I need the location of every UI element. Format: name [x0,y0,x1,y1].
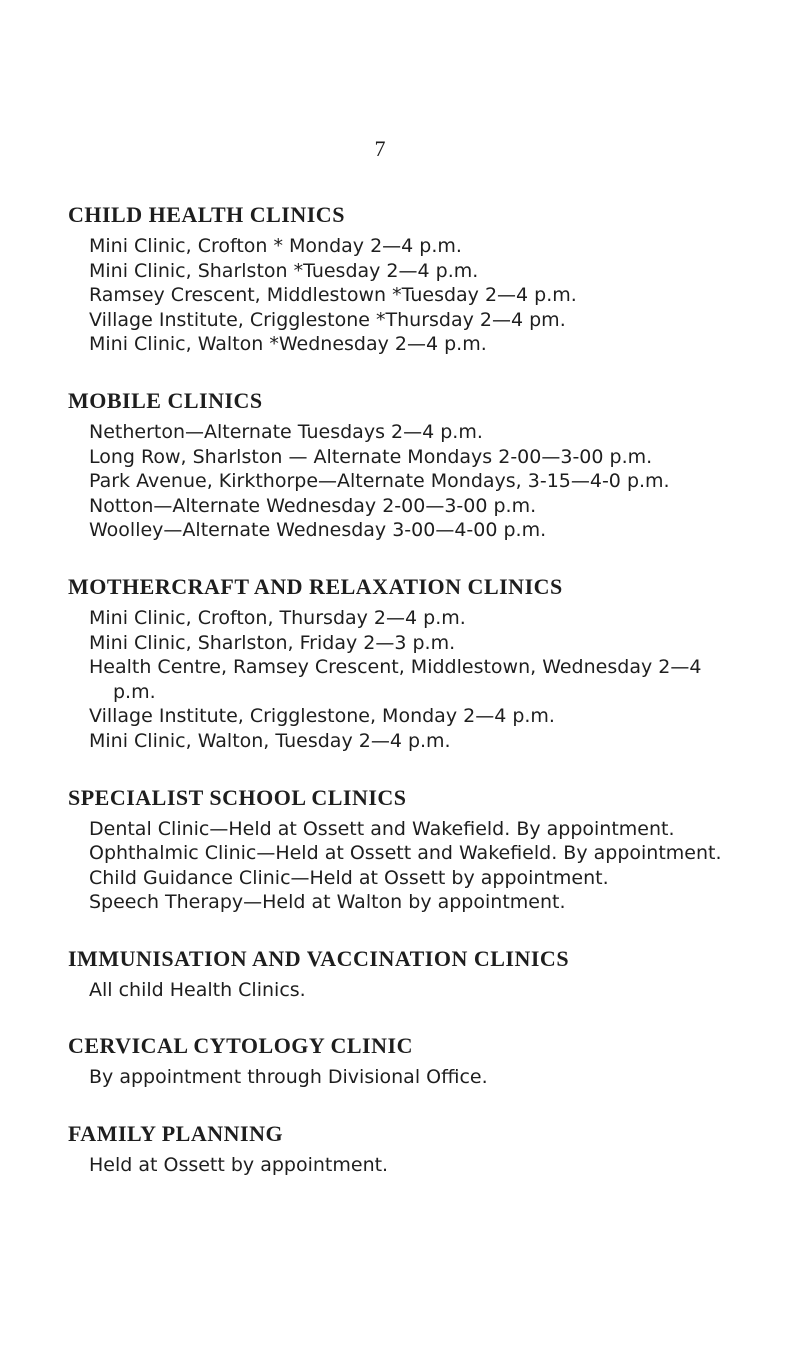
section-cervical-cytology-clinic [69,1032,729,1090]
clinic-entry: Netherton—Alternate Tuesdays 2—4 p.m. [89,420,483,443]
clinic-entry: Held at Ossett by appointment. [89,1154,389,1177]
clinic-entry: Speech Therapy—Held at Walton by appointment. [89,891,566,914]
clinic-entry: Village Institute, Crigglestone *Thursday 2—4 pm. [89,308,566,331]
clinic-entry: Child Guidance Clinic—Held at Ossett by appointment. [89,866,609,889]
section-heading: SPECIALIST SCHOOL CLINICS [68,784,407,810]
clinic-entry: Mini Clinic, Sharlston, Friday 2—3 p.m. [89,631,456,654]
clinic-entry: Mini Clinic, Crofton, Thursday 2—4 p.m. [89,606,466,629]
clinic-entry: Woolley—Alternate Wednesday 3-00—4-00 p.m. [89,519,547,542]
clinic-entry: Ramsey Crescent, Middlestown *Tuesday 2—4 p.m. [89,284,577,307]
clinic-entry: Park Avenue, Kirkthorpe—Alternate Mondays, 3-15—4-0 p.m. [89,470,670,493]
clinic-entry: Mini Clinic, Walton, Tuesday 2—4 p.m. [89,729,451,752]
clinic-entry: Long Row, Sharlston — Alternate Mondays 2-00—3-00 p.m. [89,445,653,468]
section-mothercraft-relaxation-clinics [69,573,729,754]
clinic-entry: Mini Clinic, Walton *Wednesday 2—4 p.m. [89,333,487,356]
section-heading: FAMILY PLANNING [68,1121,284,1147]
section-heading: MOBILE CLINICS [68,387,263,413]
page-number: 7 [374,136,386,161]
clinic-entry: Dental Clinic—Held at Ossett and Wakefield. By appointment. [89,817,675,840]
clinic-entry: Notton—Alternate Wednesday 2-00—3-00 p.m. [89,494,537,517]
clinic-entry: Health Centre, Ramsey Crescent, Middlestown, Wednesday 2—4 p.m. [89,656,702,703]
section-heading: MOTHERCRAFT AND RELAXATION CLINICS [68,573,563,599]
section-heading: CHILD HEALTH CLINICS [68,202,345,227]
section-specialist-school-clinics [69,784,729,915]
section-heading: CERVICAL CYTOLOGY CLINIC [68,1033,413,1059]
section-heading: IMMUNISATION AND VACCINATION CLINICS [68,945,570,971]
clinic-entry: Ophthalmic Clinic—Held at Ossett and Wakefield. By appointment. [89,842,722,865]
clinic-entry: Mini Clinic, Crofton * Monday 2—4 p.m. [89,235,462,257]
section-child-health-clinics [69,201,729,357]
section-family-planning [69,1120,729,1178]
clinic-entry: All child Health Clinics. [89,978,306,1001]
section-mobile-clinics [69,387,729,543]
clinic-entry: By appointment through Divisional Office. [89,1066,488,1089]
section-immunisation-vaccination-clinics [69,945,729,1003]
clinic-entry: Village Institute, Crigglestone, Monday 2—4 p.m. [89,705,555,728]
clinic-entry: Mini Clinic, Sharlston *Tuesday 2—4 p.m. [89,259,479,282]
document-body [69,201,729,1208]
